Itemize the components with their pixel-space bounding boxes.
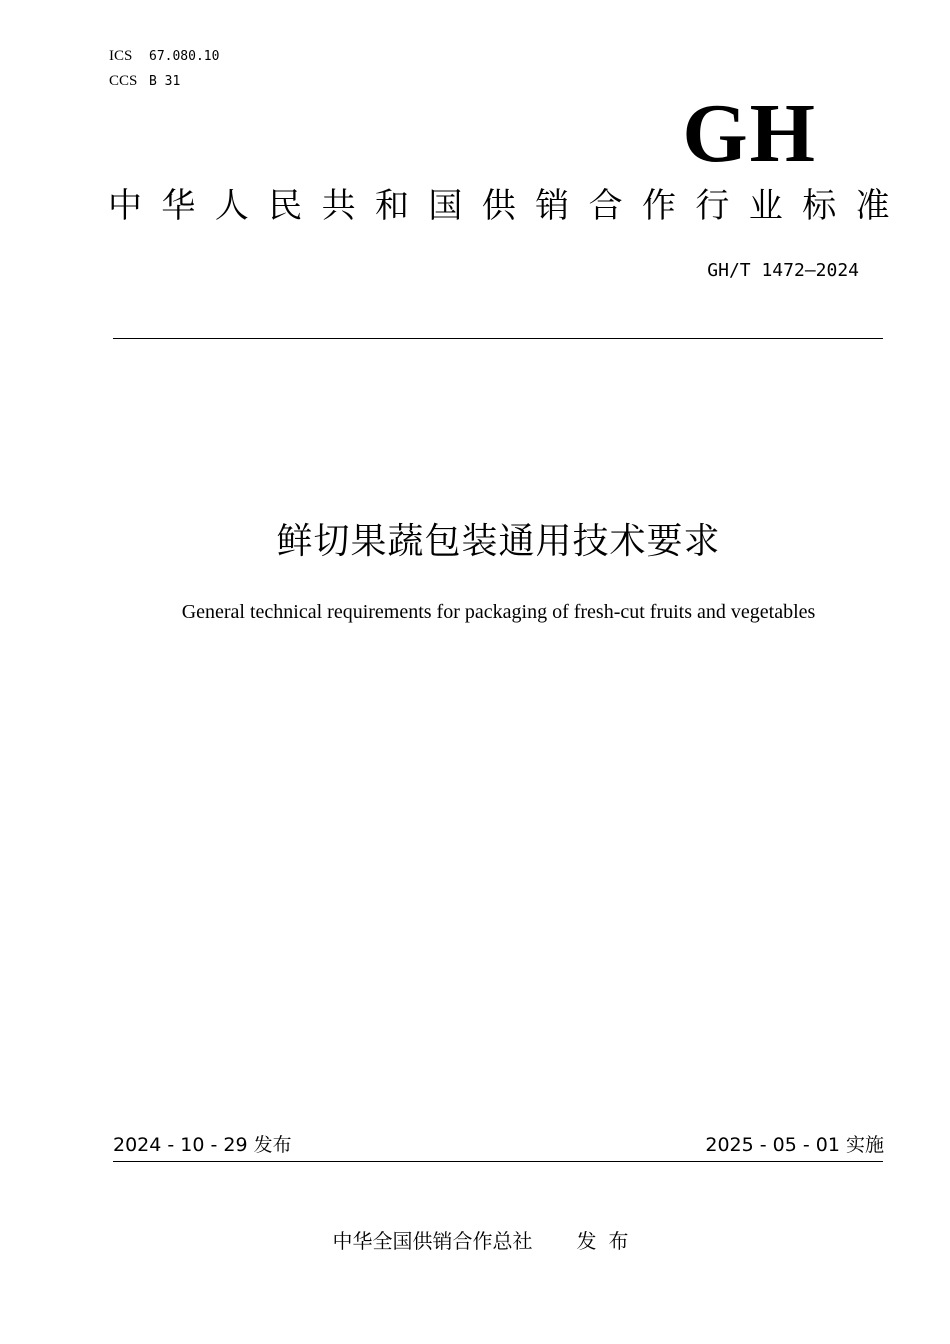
header-divider xyxy=(113,338,883,339)
publisher-name: 中华全国供销合作总社 xyxy=(332,1229,533,1253)
ics-label: ICS xyxy=(109,48,133,64)
publisher-line xyxy=(0,1228,950,1254)
title-english: General technical requirements for packaging of fresh-cut fruits and vegetables xyxy=(181,601,816,623)
issue-date: 2024 - 10 - 29 发布 xyxy=(113,1134,292,1156)
publish-action: 发布 xyxy=(576,1229,641,1253)
ccs-value: B 31 xyxy=(149,74,181,89)
footer-divider xyxy=(113,1161,883,1162)
implementation-date: 2025 - 05 - 01 实施 xyxy=(705,1134,884,1156)
gh-logo: GH xyxy=(682,87,817,180)
title-chinese: 鲜切果蔬包装通用技术要求 xyxy=(276,521,721,562)
ics-value: 67.080.10 xyxy=(149,49,220,64)
standard-number: GH/T 1472—2024 xyxy=(707,260,859,281)
standard-category: 中华人民共和国供销合作行业标准 xyxy=(108,186,909,226)
ccs-label: CCS xyxy=(109,73,138,89)
ccs-code xyxy=(109,73,180,90)
ics-code xyxy=(109,48,219,65)
